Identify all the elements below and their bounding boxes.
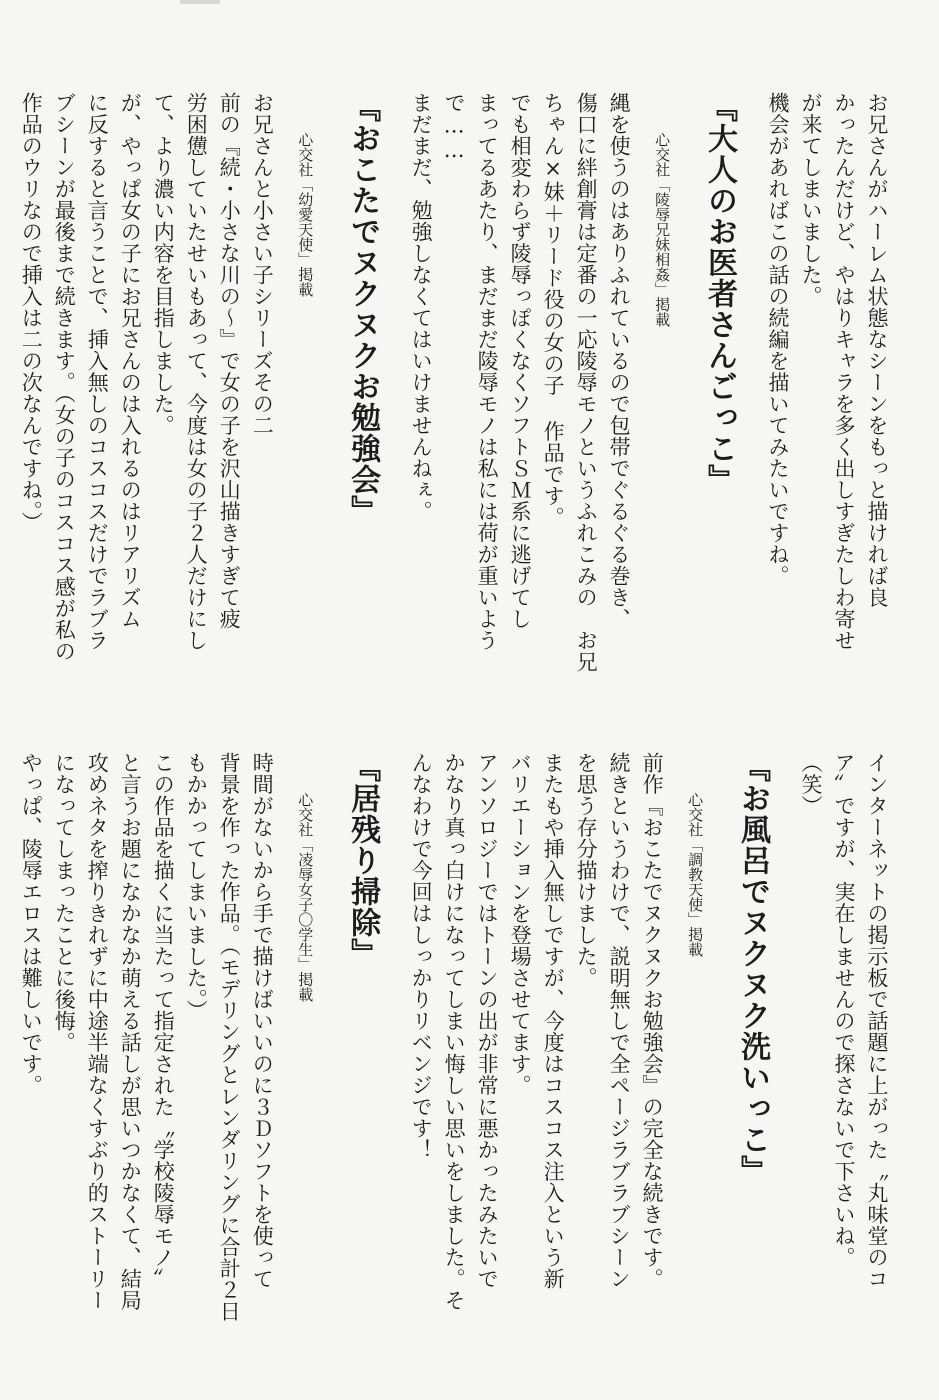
publication-note: 心交社「凌辱女子〇学生」掲載	[296, 792, 315, 1002]
text-line: と言うお題になかなか萌える話しが思いつかなくて、結局	[118, 752, 143, 1311]
text-line: お兄さんと小さい子シリーズその二	[250, 92, 275, 436]
text-line: 前作『おこたでヌクヌクお勉強会』の完全な続きです。	[640, 752, 665, 1290]
text-line: もかかってしまいました。）	[184, 752, 209, 1021]
text-line: かなり真っ白けになってしまい悔しい思いをしました。そ	[442, 752, 467, 1311]
text-line: でも相変わらず陵辱っぽくなくソフトＳＭ系に逃げてし	[508, 92, 533, 630]
text-line: 攻めネタを搾りきれずに中途半端なくすぶり的ストーリー	[85, 752, 110, 1311]
text-line: まだまだ、勉強しなくてはいけませんねぇ。	[409, 92, 434, 522]
text-line: 続きというわけで、説明無しで全ページラブラブシーン	[607, 752, 632, 1290]
text-line: 前の『続・小さな川の～』で女の子を沢山描きすぎて疲	[217, 92, 242, 630]
text-line: やっぱ、陵辱エロスは難しいです。	[19, 752, 44, 1096]
text-line: かったんだけど、やはりキャラを多く出しすぎたしわ寄せ	[832, 92, 856, 651]
text-line: が来てしまいました。	[799, 92, 823, 307]
text-line: で……	[442, 92, 467, 163]
text-line: 時間がないから手で描けばいいのに３Ｄソフトを使って	[250, 752, 275, 1290]
text-line: （笑）	[799, 752, 823, 817]
section-title: 『居残り掃除』	[345, 752, 381, 969]
text-line: この作品を描くに当たって指定された〝学校陵辱モノ〟	[151, 752, 176, 1290]
bottom-text-block	[19, 752, 893, 1392]
text-line: ブシーンが最後まで続きます。（女の子のコスコス感が私の	[52, 92, 77, 662]
section-title: 『お風呂でヌクヌク洗いっこ』	[735, 752, 770, 1186]
text-line: ちゃん×妹＋リード役の女の子 作品です。	[541, 92, 566, 528]
text-line: 傷口に絆創膏は定番の一応陵辱モノというふれこみの お兄	[574, 92, 599, 673]
publication-note: 心交社「陵辱兄妹相姦」掲載	[653, 132, 672, 327]
text-line: 縄を使うのはありふれているので包帯でぐるぐる巻き、	[607, 92, 632, 630]
scan-mark	[180, 0, 220, 4]
top-text-block	[19, 92, 893, 712]
text-line: ア〟ですが、実在しませんので探さないで下さいね。	[832, 752, 856, 1268]
text-line: またもや挿入無しですが、今度はコスコス注入という新	[541, 752, 566, 1290]
text-line: になってしまったことに後悔。	[52, 752, 77, 1053]
text-line: まってるあたり、まだまだ陵辱モノは私には荷が重いよう	[475, 92, 500, 651]
text-line: お兄さんがハーレム状態なシーンをもっと描ければ良	[865, 92, 889, 608]
section-title: 『おこたでヌクヌクお勉強会』	[345, 92, 381, 526]
text-line: を思う存分描けました。	[574, 752, 599, 989]
text-line: アンソロジーではトーンの出が非常に悪かったみたいで	[475, 752, 500, 1290]
publication-note: 心交社「調教天使」掲載	[686, 792, 705, 957]
text-line: に反すると言うことで、挿入無しのコスコスだけでラブラ	[85, 92, 110, 651]
text-line: んなわけで今回はしっかりリベンジです！	[409, 752, 434, 1161]
text-line: 機会があればこの話の続編を描いてみたいですね。	[766, 92, 790, 587]
text-line: バリエーションを登場させてます。	[508, 752, 533, 1096]
text-line: 背景を作った作品。（モデリングとレンダリングに合計２日	[217, 752, 242, 1322]
text-line: て、より濃い内容を目指しました。	[151, 92, 176, 436]
text-line: 労困憊していたせいもあって、今度は女の子２人だけにし	[184, 92, 209, 651]
text-line: が、やっぱ女の子にお兄さんのは入れるのはリアリズム	[118, 92, 143, 630]
text-line: 作品のウリなので挿入は二の次なんですね。）	[19, 92, 44, 533]
section-title: 『大人のお医者さんごっこ』	[702, 92, 737, 495]
publication-note: 心交社「幼愛天使」掲載	[296, 132, 315, 297]
text-line: インターネットの掲示板で話題に上がった〝丸味堂のコ	[865, 752, 889, 1290]
